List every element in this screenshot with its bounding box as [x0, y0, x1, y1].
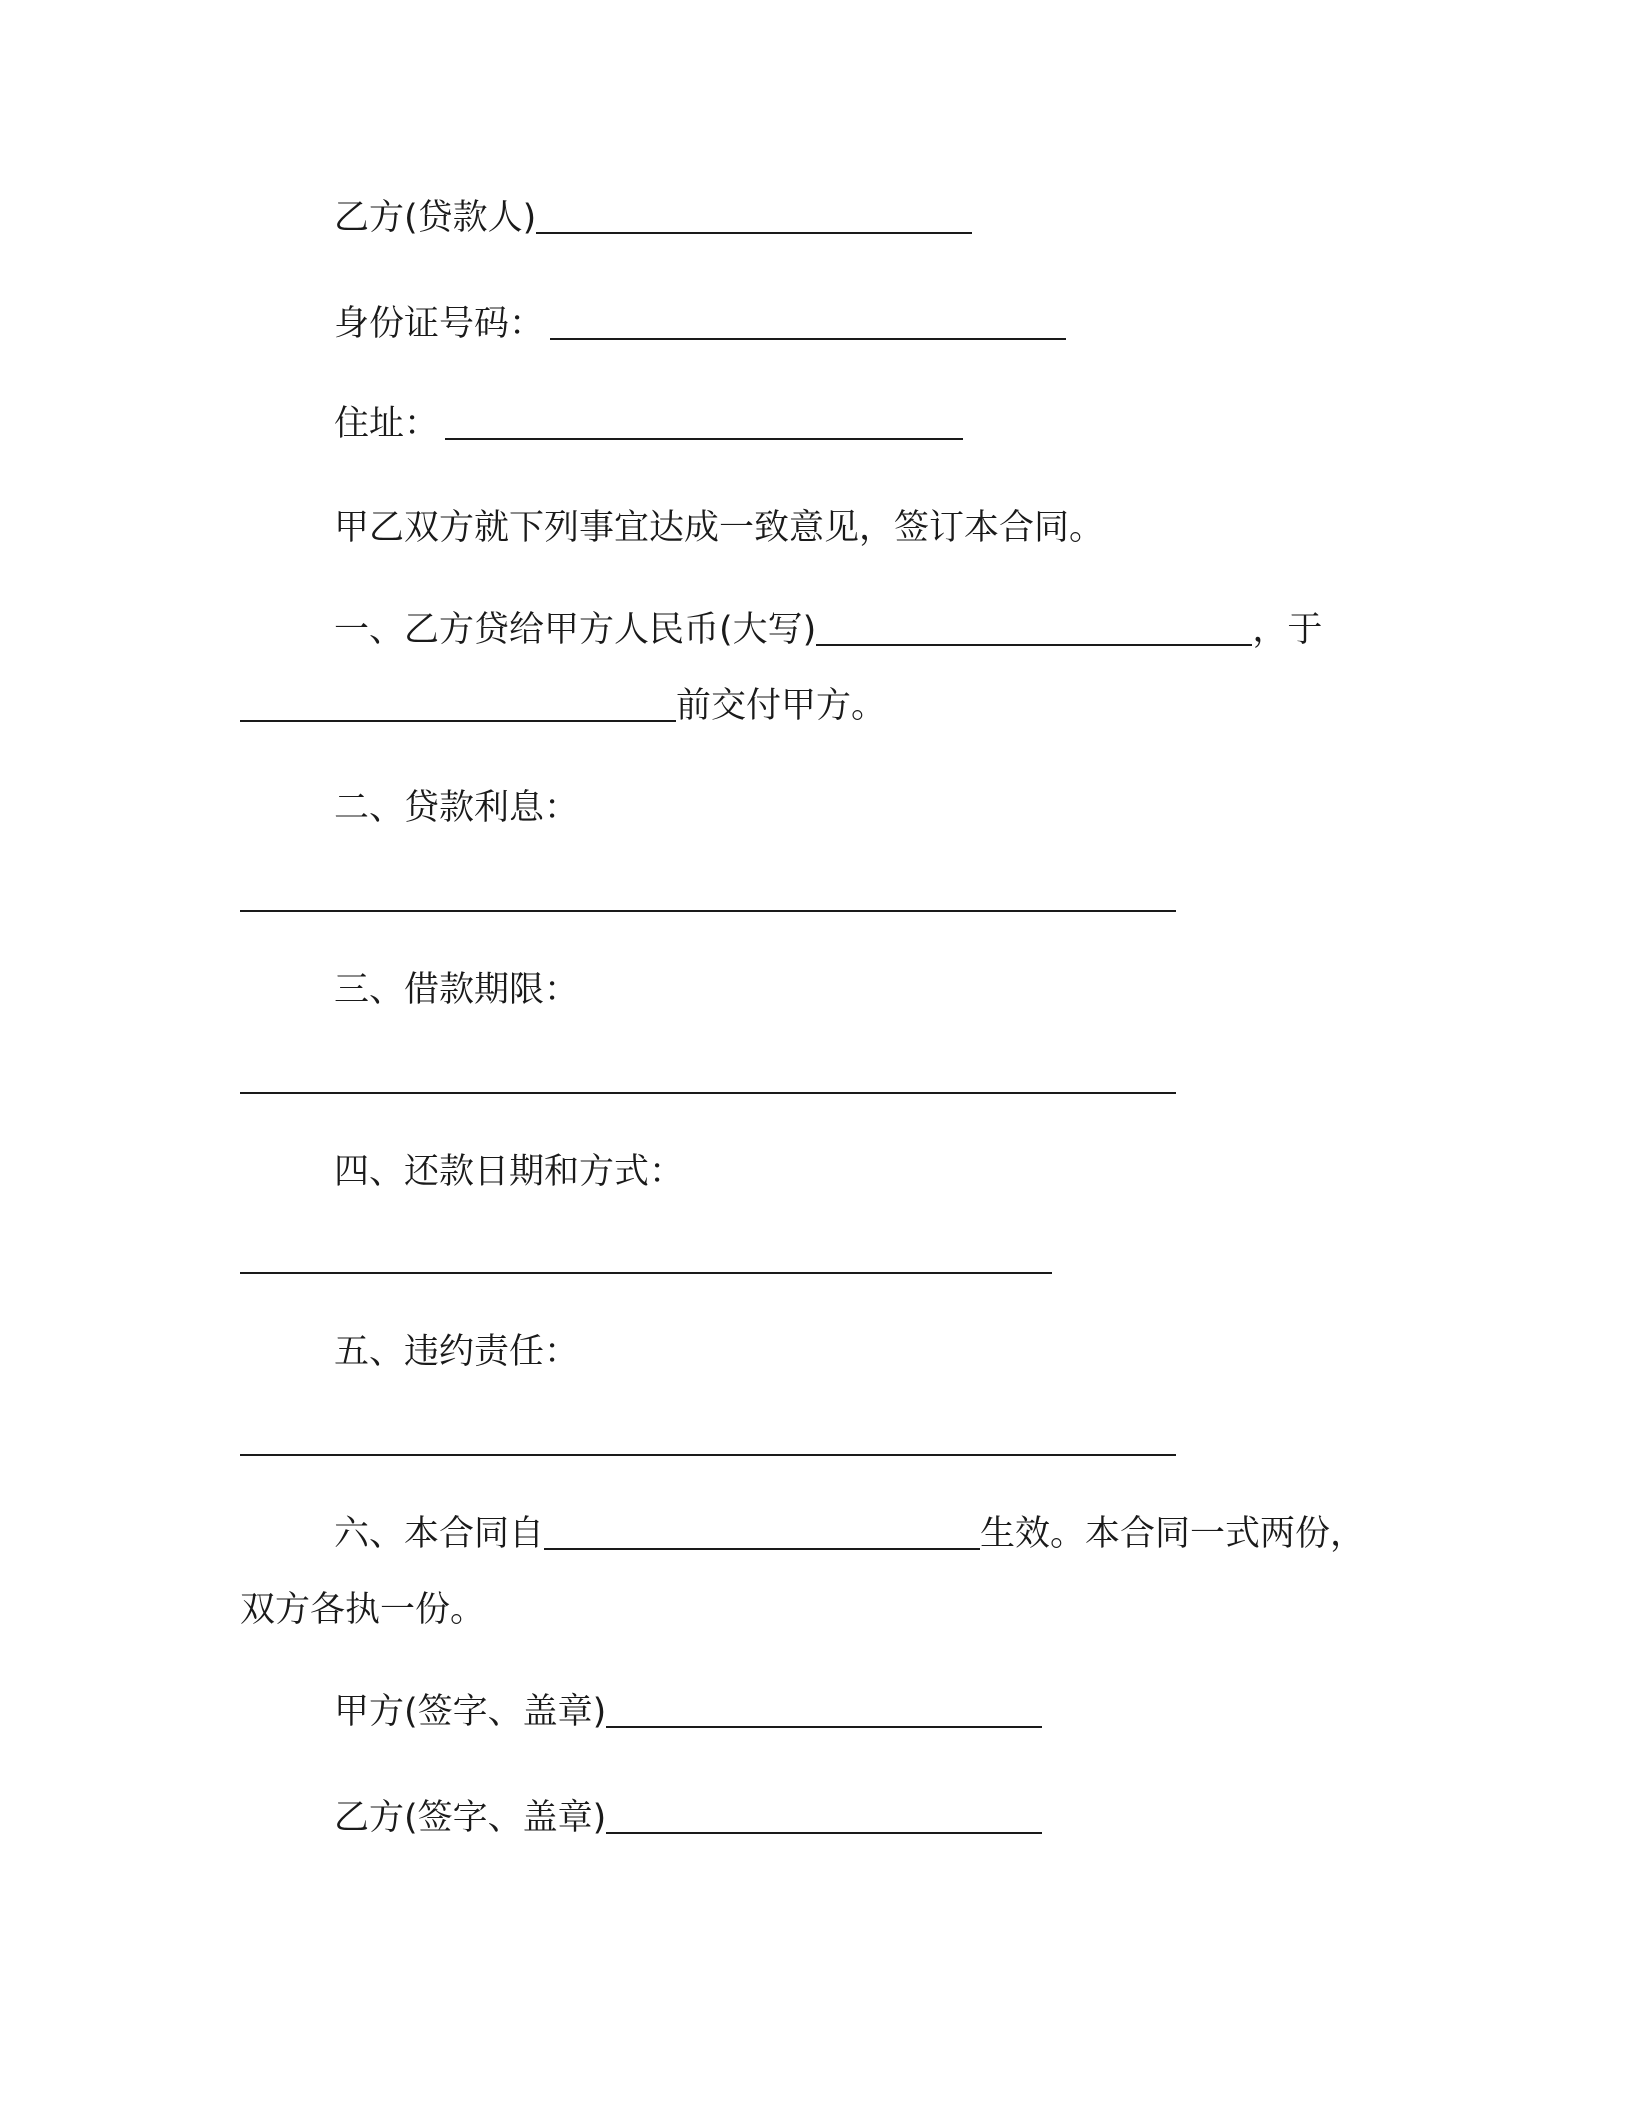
clause-6-prefix: 六、本合同自 — [334, 1514, 545, 1554]
clause-1-date-blank[interactable] — [240, 684, 676, 728]
clause-3-blank[interactable] — [240, 1092, 1176, 1094]
intro-text: 甲乙双方就下列事宜达成一致意见，签订本合同。 — [334, 508, 1105, 548]
address-label: 住址： — [334, 404, 440, 444]
sign-b-row — [334, 1796, 1042, 1840]
id-blank[interactable] — [550, 302, 1066, 346]
clause-6-suffix: 生效。本合同一式两份， — [980, 1514, 1366, 1554]
clause-4-heading — [334, 1150, 684, 1194]
lender-label: 乙方(贷款人) — [334, 198, 537, 238]
clause-1-mid: ，于 — [1252, 610, 1323, 650]
clause-3-text: 三、借款期限： — [334, 970, 580, 1010]
clause-1-amount-blank[interactable] — [816, 608, 1252, 652]
clause-5-heading — [334, 1330, 579, 1374]
lender-blank[interactable] — [536, 196, 972, 240]
clause-1-suffix: 前交付甲方。 — [676, 686, 887, 726]
clause-6-date-blank[interactable] — [544, 1512, 980, 1556]
clause-3-heading — [334, 968, 579, 1012]
sign-a-blank[interactable] — [606, 1690, 1042, 1734]
id-label: 身份证号码： — [334, 304, 545, 344]
sign-a-label: 甲方(签字、盖章) — [334, 1692, 607, 1732]
address-blank[interactable] — [445, 402, 963, 446]
clause-2-heading — [334, 786, 579, 830]
address-row — [334, 402, 963, 446]
clause-1-row — [334, 608, 1322, 652]
clause-6-row-2 — [240, 1588, 485, 1632]
intro-paragraph — [334, 506, 1104, 550]
sign-a-row — [334, 1690, 1042, 1734]
clause-4-text: 四、还款日期和方式： — [334, 1152, 685, 1192]
clause-2-text: 二、贷款利息： — [334, 788, 580, 828]
clause-6-row — [334, 1512, 1365, 1556]
clause-1-row-2 — [240, 684, 886, 728]
clause-5-text: 五、违约责任： — [334, 1332, 580, 1372]
clause-2-blank[interactable] — [240, 910, 1176, 912]
id-row — [334, 302, 1066, 346]
sign-b-label: 乙方(签字、盖章) — [334, 1798, 607, 1838]
sign-b-blank[interactable] — [606, 1796, 1042, 1840]
clause-5-blank[interactable] — [240, 1454, 1176, 1456]
clause-1-prefix: 一、乙方贷给甲方人民币(大写) — [334, 610, 817, 650]
clause-6-line-2: 双方各执一份。 — [240, 1590, 486, 1630]
clause-4-blank[interactable] — [240, 1272, 1052, 1274]
lender-row — [334, 196, 972, 240]
